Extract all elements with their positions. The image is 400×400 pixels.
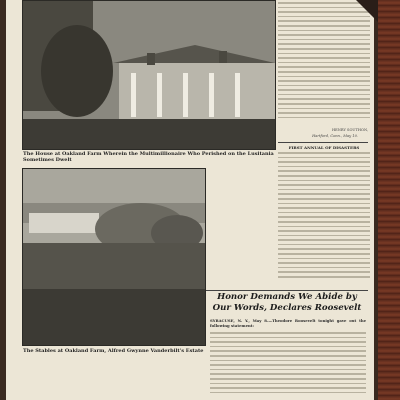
section-heading: FIRST ANNUAL OF DISASTERS — [288, 145, 360, 150]
newspaper-page — [6, 0, 374, 400]
photo-caption-house: The House at Oakland Farm Wherein the Multimillionaire Who Perished on the Lusitania Sometimes Dwelt — [23, 151, 274, 163]
letter-place: Hartford, Conn., May 10. — [312, 134, 358, 138]
stables-illustration — [23, 169, 205, 345]
torn-page-corner-icon — [356, 0, 378, 22]
photo-oakland-farm-stables — [22, 168, 206, 346]
article-headline-line1: Honor Demands We Abide by — [217, 292, 357, 302]
article-dateline: SYRACUSE, N. Y., May 8.—Theodore Roosevelt tonight gave out the following statement: — [210, 318, 366, 328]
scrapbook-binding — [378, 0, 400, 400]
article-headline-line2: Our Words, Declares Roosevelt — [212, 303, 362, 313]
letter-signature: HENRY SOUTHON, — [332, 128, 368, 132]
article-body-text — [210, 332, 366, 400]
house-illustration — [23, 1, 275, 149]
article-divider — [206, 290, 368, 291]
section-divider — [278, 142, 368, 143]
photo-oakland-farm-house — [22, 0, 276, 150]
photo-caption-stables: The Stables at Oakland Farm, Alfred Gwynne Vanderbilt's Estate — [23, 348, 204, 354]
column-text-disasters — [278, 152, 370, 282]
